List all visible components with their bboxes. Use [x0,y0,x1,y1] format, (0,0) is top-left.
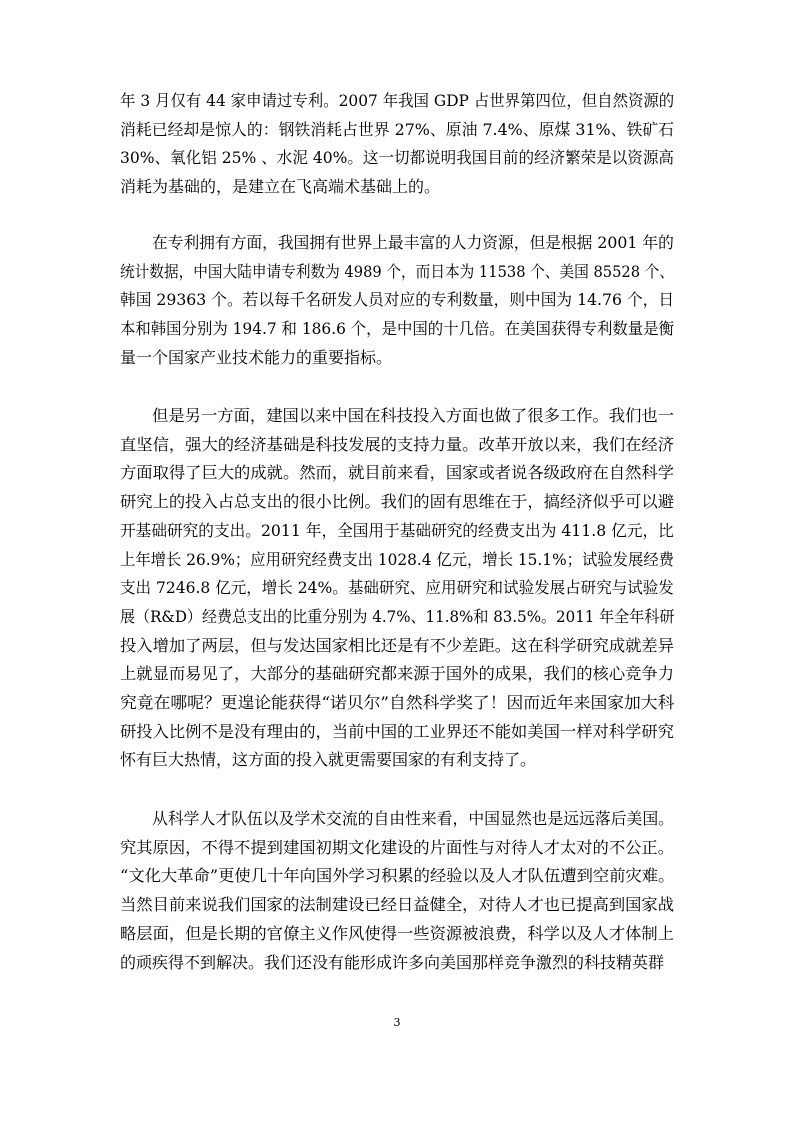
text-line: 投入增加了两层，但与发达国家相比还是有不少差距。这在科学研究成就差异 [120,635,675,655]
text-line: 消耗为基础的，是建立在飞高端术基础上的。 [120,177,441,197]
page-number: 3 [393,1016,401,1029]
text-line: 当然目前来说我们国家的法制建设已经日益健全，对待人才也已提高到国家战 [120,895,675,915]
text-line: 本和韩国分别为 194.7 和 186.6 个，是中国的十几倍。在美国获得专利数量是衡 [120,319,674,339]
text-line: 研究上的投入占总支出的很小比例。我们的固有思维在于，搞经济似乎可以避 [120,492,675,512]
text-line: 究竟在哪呢？更遑论能获得“诺贝尔”自然科学奖了！因而近年来国家加大科 [120,693,675,712]
text-line: 的顽疾得不到解决。我们还没有能形成许多向美国那样竞争激烈的科技精英群 [120,952,665,972]
text-line: 上年增长 26.9%；应用研究经费支出 1028.4 亿元，增长 15.1%；试验发展经费 [120,549,674,569]
text-line: 量一个国家产业技术能力的重要指标。 [120,347,393,367]
text-line: 韩国 29363 个。若以每千名研发人员对应的专利数量，则中国为 14.76 个，日 [120,290,675,310]
text-line: 统计数据，中国大陆申请专利数为 4989 个，而日本为 11538 个、美国 85528 个、 [120,261,675,281]
text-line: 上就显而易见了，大部分的基础研究都来源于国外的成果，我们的核心竞争力 [120,664,675,684]
text-line: 年 3 月仅有 44 家申请过专利。2007 年我国 GDP 占世界第四位，但自然资源的 [120,91,675,110]
text-line: 直坚信，强大的经济基础是科技发展的支持力量。改革开放以来，我们在经济 [120,434,675,454]
text-line: 研投入比例不是没有理由的，当前中国的工业界还不能如美国一样对科学研究 [120,721,675,741]
text-line: 30%、氧化铝 25% 、水泥 40%。这一切都说明我国目前的经济繁荣是以资源高 [120,148,674,168]
text-line: 从科学人才队伍以及学术交流的自由性来看，中国显然也是远远落后美国。 [152,809,675,828]
text-line: 支出 7246.8 亿元，增长 24%。基础研究、应用研究和试验发展占研究与试验发 [120,578,674,598]
text-line: 方面取得了巨大的成就。然而，就目前来看，国家或者说各级政府在自然科学 [120,463,675,483]
text-line: 在专利拥有方面，我国拥有世界上最丰富的人力资源，但是根据 2001 年的 [152,233,674,252]
text-line: 怀有巨大热情，这方面的投入就更需要国家的有利支持了。 [120,750,537,770]
text-line: 略层面，但是长期的官僚主义作风使得一些资源被浪费，科学以及人才体制上 [120,923,675,943]
text-line: 展（R&D）经费总支出的比重分别为 4.7%、11.8%和 83.5%。2011 年全年科研 [120,606,675,626]
text-line: 消耗已经却是惊人的：钢铁消耗占世界 27%、原油 7.4%、原煤 31%、铁矿石 [120,119,675,139]
text-line: “文化大革命”更使几十年向国外学习积累的经验以及人才队伍遭到空前灾难。 [120,866,675,886]
text-line: 究其原因，不得不提到建国初期文化建设的片面性与对待人才太对的不公正。 [120,837,675,857]
text-line: 但是另一方面，建国以来中国在科技投入方面也做了很多工作。我们也一 [152,406,675,425]
text-line: 开基础研究的支出。2011 年，全国用于基础研究的经费支出为 411.8 亿元，比 [120,520,674,540]
